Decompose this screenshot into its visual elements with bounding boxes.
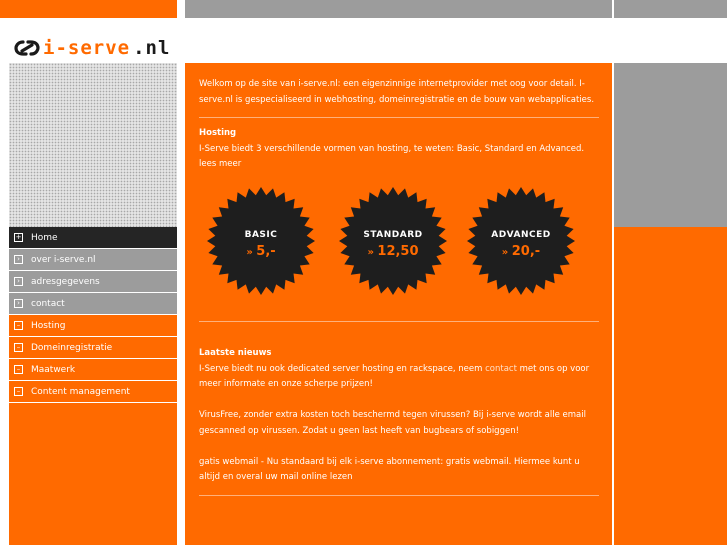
sidebar-item-label: Maatwerk bbox=[31, 364, 76, 375]
news-item-3: gatis webmail - Nu standaard bij elk i-serve abonnement: gratis webmail. Hiermee kunt u altijd en overal uw mail online lezen bbox=[199, 456, 580, 482]
hosting-heading: Hosting bbox=[199, 128, 237, 138]
package-price: 5,- bbox=[256, 244, 276, 259]
sidebar-item-hosting[interactable] bbox=[9, 315, 177, 336]
right-edge bbox=[718, 18, 727, 63]
divider bbox=[199, 495, 599, 496]
news-text: met ons op voor meer informate en onze scherpe prijzen! bbox=[199, 363, 590, 389]
right-column-orange bbox=[614, 227, 727, 545]
news-item-1 bbox=[199, 364, 589, 390]
plus-icon: + bbox=[15, 233, 22, 241]
sidebar-item-label: over i-serve.nl bbox=[31, 254, 96, 265]
sidebar-item-label: Domeinregistratie bbox=[31, 342, 113, 353]
package-price-row bbox=[466, 244, 576, 259]
top-bar-left bbox=[0, 0, 177, 18]
sidebar-item-domeinregistratie[interactable] bbox=[9, 337, 177, 358]
chevron-right-icon: › bbox=[14, 277, 23, 286]
sidebar-nav bbox=[9, 227, 177, 403]
sidebar-item-over[interactable] bbox=[9, 249, 177, 270]
package-advanced[interactable] bbox=[466, 186, 576, 296]
logo-ext: .nl bbox=[133, 37, 171, 59]
logo-name: i-serve bbox=[43, 37, 131, 59]
double-chevron-icon: » bbox=[501, 247, 512, 258]
minus-icon: – bbox=[14, 321, 23, 330]
sidebar-item-home[interactable] bbox=[9, 227, 177, 248]
sidebar-item-label: Home bbox=[31, 232, 58, 243]
sidebar-item-label: Hosting bbox=[31, 320, 66, 331]
package-price-row bbox=[338, 244, 448, 259]
main-content bbox=[185, 63, 612, 545]
sidebar-item-label: Content management bbox=[31, 386, 130, 397]
decorative-pattern bbox=[9, 63, 177, 227]
package-standard[interactable] bbox=[338, 186, 448, 296]
double-chevron-icon: » bbox=[367, 247, 378, 258]
minus-icon: – bbox=[14, 365, 23, 374]
divider bbox=[199, 117, 599, 118]
package-name: ADVANCED bbox=[491, 230, 551, 240]
sidebar-item-adresgegevens[interactable] bbox=[9, 271, 177, 292]
chevron-right-icon: › bbox=[14, 255, 23, 264]
starburst-icon bbox=[466, 186, 576, 296]
starburst-icon bbox=[338, 186, 448, 296]
sidebar-item-label: adresgegevens bbox=[31, 276, 100, 287]
sidebar-fill bbox=[9, 403, 177, 545]
sidebar-item-content-management[interactable] bbox=[9, 381, 177, 402]
minus-icon: – bbox=[14, 343, 23, 352]
double-chevron-icon: » bbox=[246, 247, 257, 258]
sidebar-item-maatwerk[interactable] bbox=[9, 359, 177, 380]
package-basic[interactable] bbox=[206, 186, 316, 296]
top-bar-right bbox=[614, 0, 727, 18]
news-item-2: VirusFree, zonder extra kosten toch beschermd tegen virussen? Bij i-serve wordt alle email gescanned op virussen. Zodat u geen last heeft van bugbears of sobiggen! bbox=[199, 410, 586, 436]
sidebar-item-label: contact bbox=[31, 298, 65, 309]
lees-meer-link[interactable]: lees meer bbox=[199, 159, 242, 169]
hosting-section bbox=[199, 126, 599, 173]
hosting-text: I-Serve biedt 3 verschillende vormen van hosting, te weten: Basic, Standard en Advanced. bbox=[199, 143, 585, 154]
package-name: BASIC bbox=[244, 230, 278, 240]
contact-link[interactable]: contact bbox=[485, 363, 517, 374]
minus-icon: – bbox=[14, 387, 23, 396]
news-heading: Laatste nieuws bbox=[199, 348, 272, 358]
chevron-right-icon: › bbox=[14, 299, 23, 308]
divider bbox=[199, 321, 599, 322]
intro-text: Welkom op de site van i-serve.nl: een eigenzinnige internetprovider met oog voor detail. I-serve.nl is gespecialiseerd in webhosting, domeinregistratie en de bouw van webapplicaties. bbox=[199, 79, 595, 105]
logo-icon bbox=[14, 39, 40, 57]
news-section bbox=[199, 346, 599, 486]
package-name: STANDARD bbox=[363, 230, 423, 240]
package-price: 12,50 bbox=[377, 244, 419, 259]
news-text: I-Serve biedt nu ook dedicated server hosting en rackspace, neem bbox=[199, 363, 486, 374]
package-price-row bbox=[206, 244, 316, 259]
starburst-icon bbox=[206, 186, 316, 296]
right-column-gray bbox=[614, 63, 727, 227]
package-price: 20,- bbox=[511, 244, 541, 259]
site-logo[interactable] bbox=[14, 36, 170, 60]
top-bar-main bbox=[185, 0, 612, 18]
sidebar-item-contact[interactable] bbox=[9, 293, 177, 314]
